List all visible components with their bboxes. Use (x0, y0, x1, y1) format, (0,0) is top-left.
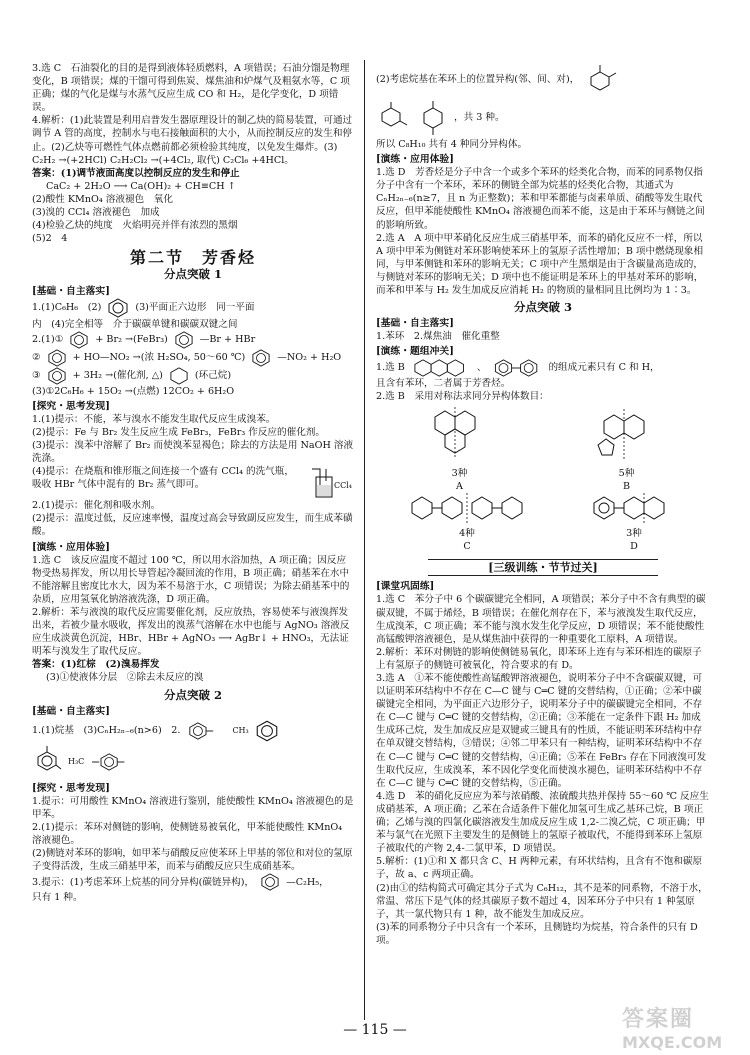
review-3: 3.选 A ①苯不能使酸性高锰酸钾溶液褪色，说明苯分子中不含碳碳双键，可以证明苯环结构中不存在 C—C 键与 C═C 键的交替结构，①正确；②苯中碳碳键完全相同，为平面正六边形分子，说明苯分子中的碳碳键完全相同，不存在 C—C 键与 C═C 键的交替结构，②正确；③苯能在一定条件下跟 H₂ 加成生成环己烷，发生加成反应是双键或三键具有的性质，不能证明苯环结构中存在单双键交替结构，③错误；④邻二甲苯只有一种结构，证明苯环结构中不存在 C—C 键与 C═C 键的交替结构，④正确；⑤苯在 FeBr₃ 存在下同液溴可发生取代反应，生成溴苯，苯不因化学变化而使溴水褪色，证明苯环结构中不存在 C—C 键与 C═C 键的交替结构，⑤正确。 (376, 673, 707, 789)
box-drill: [演练・题组冲关] (376, 346, 454, 358)
explore2-4: 3.提示：(1)考虑苯环上烷基的同分异构(碳链异构)， (32, 876, 255, 888)
answer-4-part4: (4)检验乙炔的纯度 火焰明亮并伴有浓烈的黑烟 (32, 220, 238, 232)
figure-a (425, 405, 495, 493)
label-a-count: 3种 (451, 467, 468, 479)
basic-1c: 内 (4)完全相等 介于碳碳单键和碳碳双键之间 (32, 318, 238, 330)
basic-1b: (3)平面正六边形 同一平面 (135, 302, 255, 314)
reaction-nitration: ② + HO—NO₂ →(浓 H₂SO₄, 50～60 ℃) —NO₂ + H₂O (32, 349, 354, 367)
benzene-icon (69, 331, 89, 349)
subsection-title-1: 分点突破 1 (163, 267, 222, 282)
h3c-label: H₃C (68, 757, 85, 767)
hydrogenation-reagents: + 3H₂ →(催化剂, △) (72, 370, 163, 382)
structure-d-icon (589, 493, 679, 523)
box-explore-2: [探究・思考发现] (32, 782, 110, 794)
answer-4-part3: (3)溴的 CCl₄ 溶液褪色 加成 (32, 207, 160, 219)
figure-c (407, 493, 527, 553)
anthracene-icon (411, 359, 471, 377)
isomer-position-line (376, 62, 710, 98)
subsection-title-2: 分点突破 2 (163, 687, 222, 702)
practice-2-answer: 答案：(1)红棕 (2)溴易挥发 (32, 659, 160, 671)
review-5c: (3)苯的同系物分子中只含有一个苯环，且侧链均为烷基，符合条件的只有 D 项。 (376, 921, 698, 946)
answer-4-part2: (2)酸性 KMnO₄ 溶液褪色 氧化 (32, 193, 173, 205)
para-xylene-icon (418, 98, 448, 138)
benzene-icon (47, 349, 67, 367)
structure-b-icon (592, 405, 662, 463)
ethylbenzene-icon (260, 873, 280, 891)
methyl-label: CH₃ (232, 726, 249, 736)
symmetry-figures-bottom (376, 493, 710, 553)
answer-4-eq: CaC₂ + 2H₂O ⟶ Ca(OH)₂ + CH≡CH ↑ (46, 180, 236, 192)
box-practice-2: [演练・应用体验] (376, 154, 454, 166)
figure-b (592, 405, 662, 493)
label-c-count: 4种 (459, 528, 475, 540)
practice-1: 1.选 C 该反应温度不超过 100 ℃，所以用水浴加热，A 项正确；因反应物受热易挥发，所以用长导管起冷凝回流的作用，B 项正确；硝基苯在水中不能溶解且密度比水大，因为苯不易溶于水，C 项错误；为除去硝基苯中的杂质，应用氢氧化钠溶液洗涤，D 项正确。 (32, 554, 350, 605)
subsection-title-3: 分点突破 3 (513, 300, 572, 315)
section-title: 第二节 芳香烃 (129, 248, 256, 268)
drill-1a: 1.选 B (376, 361, 405, 373)
ccl4-label: CCl₄ (334, 481, 353, 491)
right-practice-1: 1.选 D 芳香烃是分子中含一个或多个苯环的烃类化合物，而苯的同系物仅指分子中含有一个苯环，苯环的侧链全部为烷基的烃类化合物，其通式为 CₙH₂ₙ₋₆(n≥7，且 n 为正整数)；苯和甲苯都能与卤素单质、硝酸等发生取代反应，但甲苯能使酸性 KMnO₄ 溶液褪色而苯不能，这是由于苯环与侧链之间的影响所致。 (376, 167, 705, 231)
box-explore-1: [探究・思考发现] (32, 400, 110, 412)
explore-2-1: 2.(1)提示：催化剂和吸水剂。 (32, 500, 161, 512)
reaction-hydrogenation: ③ + 3H₂ →(催化剂, △) (环己烷) (32, 367, 354, 385)
xylene-structures (32, 744, 354, 780)
label-b-count: 5种 (618, 467, 635, 479)
review-5b: (2)由①的结构简式可确定其分子式为 C₆H₁₂，其不是苯的同系物，不溶于水，常温、常压下是气体的烃其碳原子数不超过 4，因苯环分子中只有 1 种氢原子，其一氯代物只有 1 种，故不能发生加成反应。 (376, 882, 708, 920)
drill-1c: 且含有苯环，二者属于芳香烃。 (376, 377, 511, 389)
practice-2-answer-b: (3)①使液体分层 ②除去未反应的溴 (46, 672, 204, 684)
right-column (376, 62, 710, 947)
practice-2: 2.解析：苯与液溴的取代反应需要催化剂，反应放热，容易使苯与液溴挥发出来，若被少量水吸收，挥发出的溴蒸气溶解在水中也能与 AgNO₃ 溶液反应生成淡黄色沉淀，HBr、HBr + AgNO₃ ⟶ AgBr↓ + HNO₃，无法证明苯与溴发生了取代反应。 (32, 607, 350, 658)
basic-2-text: 1.(1)烷基 (3)CₙH₂ₙ₋₆(n>6) 2. (32, 725, 181, 737)
answer-3: 3.选 C 石油裂化的目的是得到液体轻质燃料，A 项错误；石油分馏是物理变化，B 项错误；煤的干馏可得到焦炭、煤焦油和炉煤气及粗氨水等，C 项正确；煤的气化是煤与水蒸气反应生成 CO 和 H₂，是化学变化，D 项错误。 (32, 63, 350, 114)
box-basic-3: [基础・自主落实] (376, 318, 454, 330)
symmetry-figures-top (376, 405, 710, 493)
left-column (32, 62, 354, 905)
nitration-reagents: + HO—NO₂ →(浓 H₂SO₄, 50～60 ℃) (72, 352, 246, 364)
explore2-3: (2)侧链对苯环的影响，如甲苯与硝酸反应使苯环上甲基的邻位和对位的氢原子变得活泼，生成三硝基甲苯，而苯与硝酸反应只生成硝基苯。 (32, 848, 353, 873)
basic-3: (3)①2C₆H₆ + 15O₂ →(点燃) 12CO₂ + 6H₂O (32, 385, 235, 397)
ethyl-label: —C₂H₅， (286, 876, 329, 888)
label-a: A (456, 480, 463, 492)
explore2-4-line (32, 873, 354, 891)
label-d-count: 3种 (626, 528, 642, 540)
page-number: — 115 — (343, 1022, 407, 1038)
toluene-structure-icon (186, 722, 226, 740)
watermark-logo: 答案圈 MXQE.COM (622, 1007, 723, 1052)
reaction-bromination (32, 331, 354, 349)
explore2-1: 1.提示：可用酸性 KMnO₄ 溶液进行鉴别，能使酸性 KMnO₄ 溶液褪色的是甲苯。 (32, 795, 354, 820)
figure-d (589, 493, 679, 553)
label-b: B (622, 480, 631, 492)
review-2: 2.解析：苯环对侧链的影响使侧链易氧化，即苯环上连有与苯环相连的碳原子上有氢原子的侧链可被氧化，符合要求的有 D。 (376, 646, 702, 671)
meta-xylene-icon (376, 100, 412, 136)
review-5a: 5.解析：(1)①和 X 都只含 C、H 两种元素，有环状结构，且含有不饱和碳原子，故 a、c 两项正确。 (376, 856, 703, 881)
benzene-icon (174, 331, 194, 349)
xylene-isomers-line (376, 98, 710, 138)
benzene-icon (47, 367, 67, 385)
benzene-structure-icon (107, 298, 129, 318)
basic-1-line (32, 298, 354, 318)
drill-1-line: 1.选 B 、 的组成元素只有 C 和 H， (376, 359, 710, 377)
right-practice-2: 2.选 A A 项中甲苯硝化反应生成三硝基甲苯，而苯的硝化反应不一样，所以 A 项中甲苯为侧链对苯环影响使苯环上的氢原子活性增加；B 项中燃烧现象相同，与甲苯侧链和苯环的影响无关；C 项中产生黑烟是由于含碳量高造成的，与侧链对苯环的影响无关；D 项中也不能证明是苯环上的甲基对苯环的影响，而苯和甲苯与 H₂ 发生加成反应消耗 H₂ 的物质的量相同且比例均为 1∶3。 (376, 232, 704, 297)
box-basic-2: [基础・自主落实] (32, 705, 110, 717)
label-d: D (630, 541, 638, 553)
basic-2a: 2.(1)① (32, 334, 64, 346)
answer-4-key: 答案：(1)调节液面高度以控制反应的发生和停止 (32, 167, 240, 179)
benzene-icon (251, 349, 271, 367)
basic-1a: 1.(1)C₆H₆ (2) (32, 302, 102, 314)
basic-2-line (32, 718, 354, 744)
answer-4-explanation: 4.解析：(1)此装置是利用启普发生器原理设计的制乙炔的简易装置，可通过调节 A 管的高度，控制水与电石接触面积的大小，从而控制反应的发生和停止。(2)乙炔等可燃性气体点燃前都必须检验其纯度，以免发生爆炸。(3) C₂H₂ →(+2HCl) C₂H₂Cl₂ →(+4Cl₂, 取代) C₂Cl₆ +4HCl。 (32, 115, 353, 166)
explore-1-1: 1.(1)提示：不能，苯与溴水不能发生取代反应生成溴苯。 (32, 413, 276, 425)
meta-xylene-icon (32, 744, 62, 780)
drill-2: 2.选 B 采用对称法求同分异构体数目： (376, 390, 549, 402)
bromination-products: —Br + HBr (199, 334, 256, 346)
explore-1-3: (3)提示：溴苯中溶解了 Br₂ 而使溴苯显褐色；除去的方法是用 NaOH 溶液洗涤。 (32, 440, 354, 465)
nitration-products: —NO₂ + H₂O (277, 352, 342, 364)
explore2-5: 只有 1 种。 (32, 892, 83, 904)
cyclohexane-icon (169, 367, 189, 385)
review-1: 1.选 C 苯分子中 6 个碳碳键完全相同，A 项错误；苯分子中不含有典型的碳碳双键，不属于烯烃，B 项错误；在催化剂存在下，苯与液溴发生取代反应，生成溴苯，C 项正确；苯不能与溴水发生化学反应，D 项错误；苯不能使酸性高锰酸钾溶液褪色，是从煤焦油中获得的一种重要化工原料，A 项错误。 (376, 594, 706, 645)
right-2: ，共 3 种。 (454, 112, 505, 124)
column-divider (364, 60, 365, 1020)
box-basic-1: [基础・自主落实] (32, 285, 110, 297)
hydrogenation-products: (环己烷) (194, 370, 232, 382)
box-practice-1: [演练・应用体验] (32, 541, 110, 553)
box-class-review: [课堂巩固练] (376, 581, 435, 593)
review-4: 4.选 D 苯的硝化反应应为苯与浓硝酸、浓硫酸共热并保持 55～60 ℃ 反应生成硝基苯，A 项正确；乙苯在合适条件下催化加氢可生成乙基环己烷，B 项正确；乙烯与溴的四氯化碳溶液发生加成反应生成 1,2-二溴乙烷，C 项正确；甲苯与氯气在光照下主要发生的是侧链上的氢原子被取代，不能得到苯环上氢原子被取代的产物 2,4-二氯甲苯，D 项错误。 (376, 790, 709, 855)
label-c: C (463, 541, 471, 553)
para-xylene-icon (90, 753, 130, 771)
explore-2-2: (2)提示：温度过低，反应速率慢，温度过高会导致副反应发生，而生成苯磺酸。 (32, 513, 353, 538)
right-basic-3: 1.苯环 2.煤焦油 催化重整 (376, 331, 500, 343)
structure-a-icon (425, 405, 495, 463)
three-level-banner: [三级训练・节节过关] (428, 559, 658, 576)
bromination-reagents: + Br₂ →(FeBr₃) (95, 334, 168, 346)
explore2-2: 2.(1)提示：苯环对侧链的影响，使侧链易被氧化，甲苯能使酸性 KMnO₄ 溶液褪色。 (32, 822, 343, 847)
ortho-xylene-icon (255, 718, 279, 744)
gas-washing-bottle-figure (308, 465, 354, 499)
structure-c-icon (407, 493, 527, 523)
explore-1-2: (2)提示：Fe 与 Br₂ 发生反应生成 FeBr₃，FeBr₃ 作反应的催化剂。 (32, 426, 325, 438)
biphenyl-icon (492, 359, 542, 377)
answer-4-part5: (5)2 4 (32, 233, 68, 245)
explore-1-4: (4)提示：在烧瓶和锥形瓶之间连接一个盛有 CCl₄ 的洗气瓶，吸收 HBr 气体中混有的 Br₂ 蒸气即可。 (32, 466, 294, 491)
ortho-xylene-icon (585, 62, 619, 98)
drill-1b: 的组成元素只有 C 和 H， (548, 361, 660, 373)
right-3: 所以 C₈H₁₀ 共有 4 种同分异构体。 (376, 139, 528, 150)
right-1: (2)考虑烷基在苯环上的位置异构(邻、间、对)， (376, 74, 580, 86)
